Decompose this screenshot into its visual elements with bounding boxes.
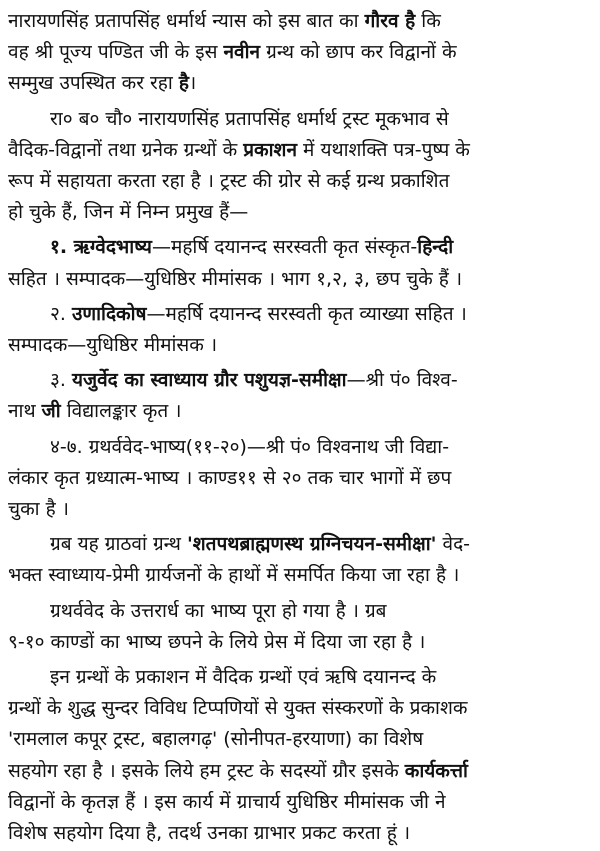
text-segment: ३. [50, 369, 72, 392]
text-segment: —महर्षि दयानन्द सरस्वती कृत संस्कृत- [151, 236, 418, 259]
paragraph [8, 232, 590, 294]
text-line [8, 529, 590, 560]
text-line [8, 662, 590, 693]
text-segment: में यथाशक्ति पत्र-पुष्प के [297, 138, 470, 161]
text-line [8, 6, 590, 37]
paragraph [8, 596, 590, 658]
text-line [8, 724, 590, 755]
text-line [8, 68, 590, 99]
text-line [8, 166, 590, 197]
text-line [8, 787, 590, 818]
text-segment: ग्रब यह ग्राठवां ग्रन्थ [50, 533, 187, 556]
bold-text-segment: उणादिकोष [71, 302, 147, 325]
paragraph [8, 662, 590, 849]
text-line [8, 37, 590, 68]
text-segment: हो चुके हैं, जिन में निम्न प्रमुख हैं— [8, 201, 249, 224]
text-line [8, 463, 590, 494]
text-line [8, 693, 590, 724]
text-line [8, 494, 590, 525]
bold-text-segment: कार्यकर्त्ता [404, 759, 468, 782]
bold-text-segment: 'शतपथब्राह्मणस्थ ग्रग्निचयन-समीक्षा' [186, 533, 437, 556]
paragraph [8, 6, 590, 100]
text-segment: वह श्री पूज्य पण्डित जी के इस [8, 41, 224, 64]
text-segment: ग्रन्थों के शुद्ध सुन्दर विविध टिप्पणियों से युक्त संस्करणों के प्रकाशक [8, 697, 468, 720]
paragraph [8, 104, 590, 229]
text-segment: सहित । सम्पादक—युधिष्ठिर मीमांसक । भाग १,२, ३, छप चुके हैं । [8, 267, 463, 290]
bold-text-segment: नवीन [223, 41, 261, 64]
text-line [8, 104, 590, 135]
text-segment: नाथ [8, 400, 42, 423]
text-segment: चुका है । [8, 498, 69, 521]
text-segment: ग्रथर्ववेद के उत्तरार्ध का भाष्य पूरा हो गया है । ग्रब [50, 599, 387, 622]
bold-text-segment: यजुर्वेद का स्वाध्याय ग्रौर पशुयज्ञ-समीक्षा [71, 369, 347, 392]
paragraph [8, 529, 590, 591]
text-line [8, 232, 590, 263]
text-segment: ४-७. ग्रथर्ववेद-भाष्य(११-२०)—श्री पं० विश्वनाथ जी विद्या- [50, 435, 450, 458]
text-segment: लंकार कृत ग्रध्यात्म-भाष्य । काण्ड११ से २० तक चार भागों में छप [8, 466, 452, 489]
bold-text-segment: हिन्दी [417, 236, 454, 259]
bold-text-segment: गौरव है [364, 10, 416, 32]
text-segment: २. [50, 302, 72, 325]
text-segment: विद्यालङ्कार कृत । [60, 400, 182, 423]
text-segment: विद्वानों के कृतज्ञ हैं । इस कार्य में ग्राचार्य युधिष्ठिर मीमांसक जी ने [8, 790, 446, 813]
text-line [8, 365, 590, 396]
bold-text-segment: १. ऋग्वेदभाष्य [50, 236, 152, 259]
text-segment: । [188, 72, 197, 95]
bold-text-segment: है [178, 72, 189, 95]
text-segment: —श्री पं० विश्व- [346, 369, 458, 392]
text-line [8, 560, 590, 591]
paragraph [8, 432, 590, 526]
text-line [8, 432, 590, 463]
text-segment: सम्मुख उपस्थित कर रहा [8, 72, 179, 95]
text-line [8, 197, 590, 228]
text-segment: भक्त स्वाध्याय-प्रेमी ग्रार्यजनों के हाथों में समर्पित किया जा रहा है । [8, 564, 460, 587]
text-segment: नारायणसिंह प्रतापसिंह धर्मार्थ न्यास को इस बात का [8, 10, 365, 32]
text-segment: ९-१० काण्डों का भाष्य छपने के लिये प्रेस में दिया जा रहा है । [8, 630, 426, 653]
text-line [8, 627, 590, 658]
paragraph [8, 365, 590, 427]
text-line [8, 396, 590, 427]
text-line [8, 756, 590, 787]
text-segment: वेद- [436, 533, 471, 556]
text-line [8, 299, 590, 330]
text-segment: सम्पादक—युधिष्ठिर मीमांसक । [8, 334, 218, 357]
text-line [8, 596, 590, 627]
bold-text-segment: प्रकाशन [243, 138, 298, 161]
text-segment: वैदिक-विद्वानों तथा ग्रनेक ग्रन्थों के [8, 138, 244, 161]
text-segment: रा० ब० चौ० नारायणसिंह प्रतापसिंह धर्मार्थ ट्रस्ट मूकभाव से [50, 107, 449, 130]
text-line [8, 330, 590, 361]
text-segment: सहयोग रहा है । इसके लिये हम ट्रस्ट के सदस्यों ग्रौर इसके [8, 759, 405, 782]
text-segment: इन ग्रन्थों के प्रकाशन में वैदिक ग्रन्थों एवं ऋषि दयानन्द के [50, 666, 437, 689]
text-line [8, 135, 590, 166]
text-segment: ग्रन्थ को छाप कर विद्वानों के [260, 41, 457, 64]
text-segment: विशेष सहयोग दिया है, तदर्थ उनका ग्राभार प्रकट करता हूं । [8, 822, 411, 845]
bold-text-segment: जी [41, 400, 61, 423]
text-segment: —महर्षि दयानन्द सरस्वती कृत व्याख्या सहित । [146, 302, 467, 325]
paragraph [8, 299, 590, 361]
text-segment: कि [415, 10, 441, 32]
text-line [8, 264, 590, 295]
text-segment: 'रामलाल कपूर ट्रस्ट, बहालगढ़' (सोनीपत-हरयाणा) का विशेष [8, 728, 424, 751]
text-line [8, 818, 590, 849]
text-segment: रूप में सहायता करता रहा है । ट्रस्ट की ग्रोर से कई ग्रन्थ प्रकाशित [8, 170, 450, 193]
